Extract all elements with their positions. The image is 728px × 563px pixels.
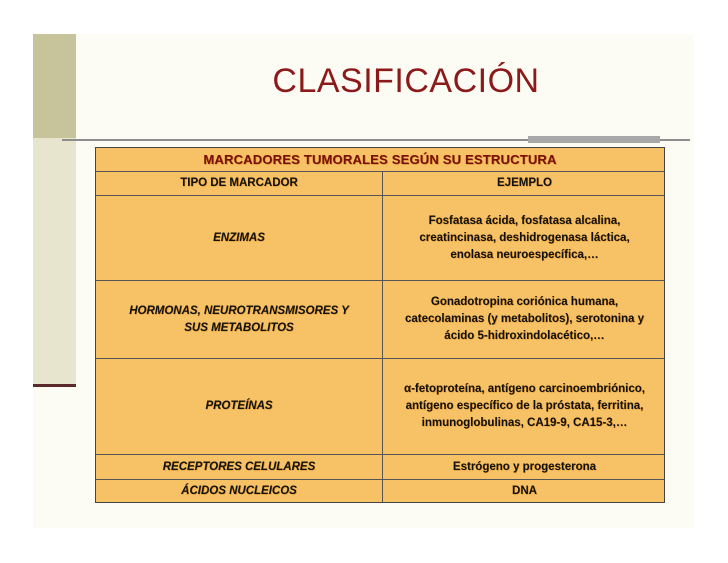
row-tipo-label: ÁCIDOS NUCLEICOS	[181, 484, 297, 497]
row-tipo-cell	[96, 196, 383, 280]
row-tipo-label: ENZIMAS	[213, 231, 265, 244]
row-ejemplo-cell	[383, 281, 666, 358]
column-header-tipo-label: TIPO DE MARCADOR	[180, 177, 298, 189]
row-tipo-cell	[96, 480, 383, 502]
column-header-ejemplo	[383, 172, 666, 195]
row-ejemplo-label: Fosfatasa ácida, fosfatasa alcalina, creatincinasa, deshidrogenasa láctica, enolasa neuroespecífica,…	[419, 214, 630, 261]
row-ejemplo-cell	[383, 480, 666, 502]
row-tipo-label: RECEPTORES CELULARES	[162, 460, 316, 473]
row-ejemplo-label: Estrógeno y progesterona	[452, 460, 597, 473]
row-ejemplo-cell	[383, 455, 666, 479]
table-row	[96, 480, 664, 502]
decorative-left-bar-bottom	[33, 138, 76, 384]
row-tipo-label: HORMONAS, NEUROTRANSMISORES Y SUS METABOLITOS	[129, 304, 349, 334]
row-ejemplo-label: α-fetoproteína, antígeno carcinoembriónico, antígeno específico de la próstata, ferritina, inmunoglobulinas, CA19-9, CA15-3,…	[404, 383, 645, 429]
row-ejemplo-cell	[383, 196, 666, 280]
table-row	[96, 359, 664, 455]
table-header-title: MARCADORES TUMORALES SEGÚN SU ESTRUCTURA	[203, 152, 557, 167]
table-column-header-row	[96, 172, 664, 196]
row-ejemplo-cell	[383, 359, 666, 454]
row-ejemplo-label: Gonadotropina coriónica humana, catecolaminas (y metabolitos), serotonina y ácido 5-hidroxindolacético,…	[404, 296, 644, 342]
table-header-row	[96, 148, 664, 172]
marcadores-table	[95, 147, 665, 503]
table-row	[96, 455, 664, 480]
row-tipo-cell	[96, 455, 383, 479]
row-tipo-label: PROTEÍNAS	[205, 400, 273, 412]
row-tipo-cell	[96, 359, 383, 454]
title-divider-block	[528, 136, 660, 143]
row-ejemplo-label: DNA	[512, 484, 537, 497]
table-row	[96, 281, 664, 359]
slide-title: CLASIFICACIÓN	[272, 62, 540, 100]
decorative-left-bar-line	[33, 384, 76, 387]
row-tipo-cell	[96, 281, 383, 358]
column-header-tipo	[96, 172, 383, 195]
column-header-ejemplo-label: EJEMPLO	[497, 177, 552, 189]
table-header-cell	[96, 148, 664, 171]
table-row	[96, 196, 664, 281]
